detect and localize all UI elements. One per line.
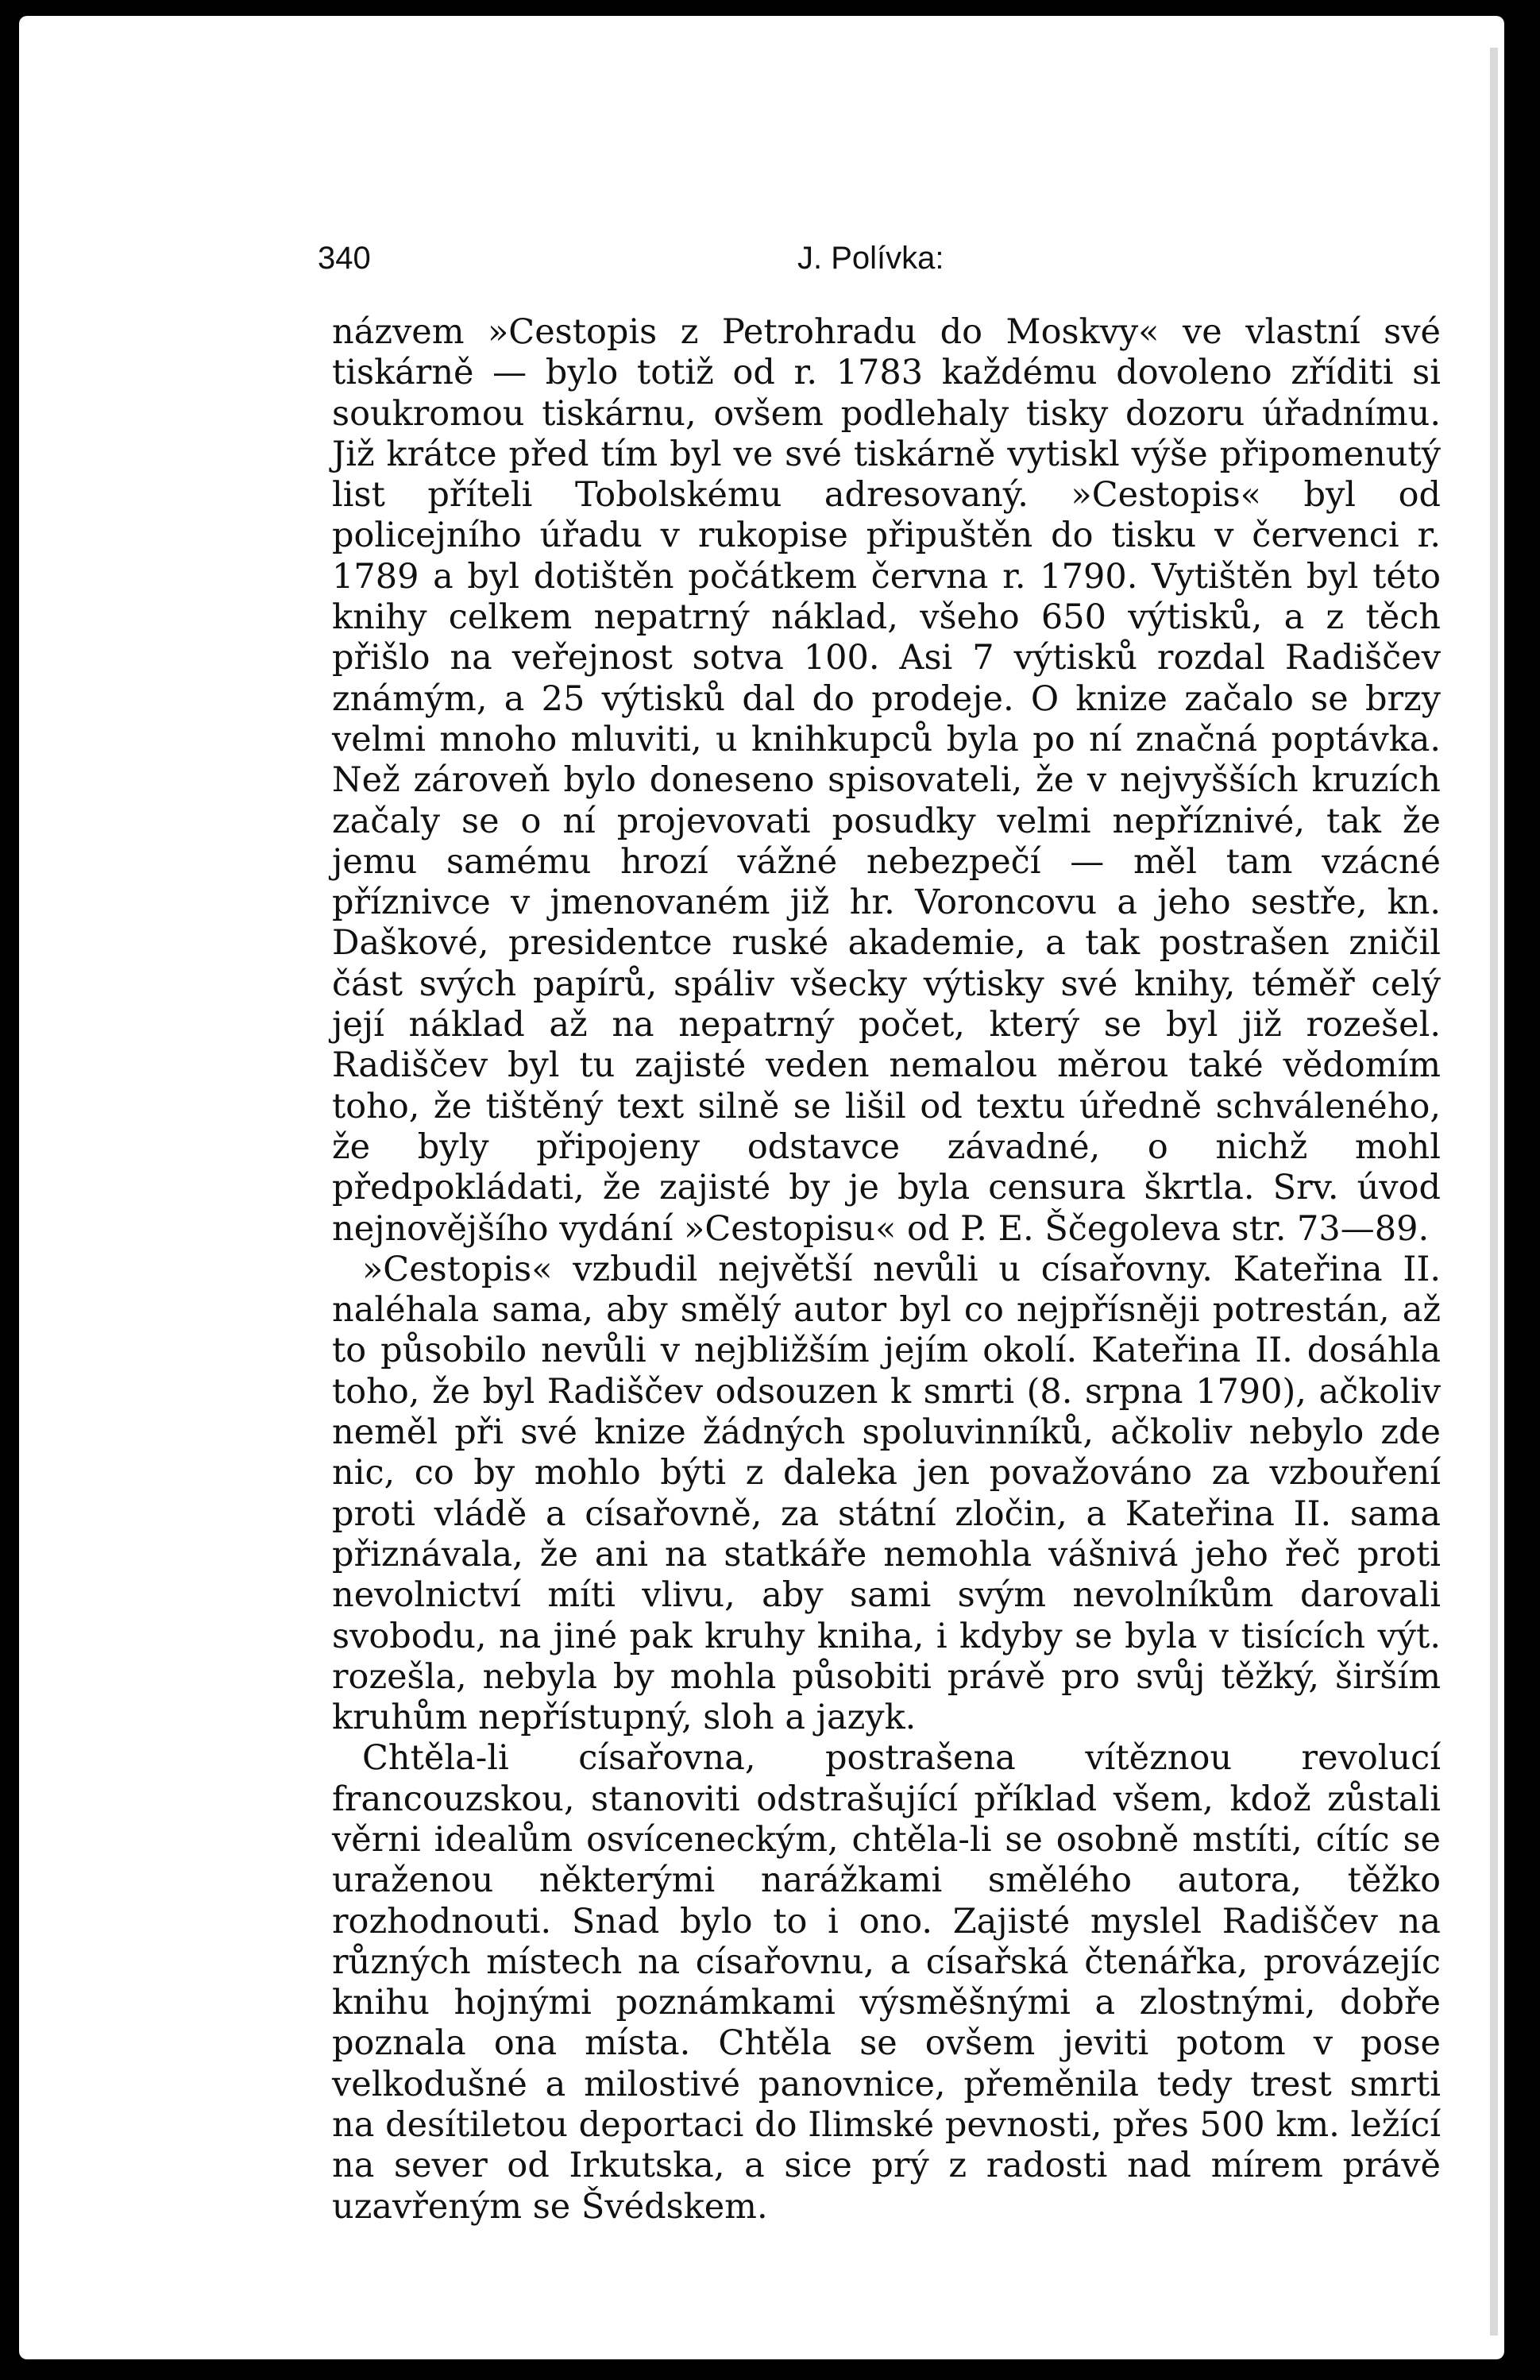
running-title: J. Polívka: xyxy=(797,241,944,276)
paragraph-3: Chtěla-li císařovna, postrašena vítěznou revolucí francouzskou, stanoviti odstrašující příklad všem, kdož zůstali věrni idealům osvíceneckým, chtěla-li se osobně mstíti, cítíc se uraženou některými narážkami smělého autora, těžko rozhodnouti. Snad bylo to i ono. Zajisté myslel Radiščev na různých místech na císařovnu, a císařská čtenářka, provázejíc knihu hojnými poznámkami výsměšnými a zlostnými, dobře poznala ona místa. Chtěla se ovšem jeviti potom v pose velkodušné a milostivé panovnice, přeměnila tedy trest smrti na desítiletou deportaci do Ilimské pevnosti, přes 500 km. ležící na sever od Irkutska, a sice prý z radosti nad mírem právě uzavřeným se Švédskem. xyxy=(332,1738,1441,2227)
page-edge-shadow xyxy=(1490,48,1498,2336)
body-text xyxy=(332,312,1441,2227)
page-number: 340 xyxy=(318,241,371,276)
running-head xyxy=(318,241,1484,288)
paragraph-2: »Cestopis« vzbudil největší nevůli u císařovny. Kateřina II. naléhala sama, aby smělý autor byl co nejpřísněji potrestán, až to působilo nevůli v nejbližším jejím okolí. Kateřina II. dosáhla toho, že byl Radiščev odsouzen k smrti (8. srpna 1790), ačkoliv neměl při své knize žádných spoluvinníků, ačkoliv nebylo zde nic, co by mohlo býti z daleka jen považováno za vzbouření proti vládě a císařovně, za státní zločin, a Kateřina II. sama přiznávala, že ani na statkáře nemohla vášnivá jeho řeč proti nevolnictví míti vlivu, aby sami svým nevolníkům darovali svobodu, na jiné pak kruhy kniha, i kdyby se byla v tisících výt. rozešla, nebyla by mohla působiti právě pro svůj těžký, širším kruhům nepřístupný, sloh a jazyk. xyxy=(332,1249,1441,1738)
paragraph-1: názvem »Cestopis z Petrohradu do Moskvy« ve vlastní své tiskárně — bylo totiž od r. 1783 každému dovoleno zříditi si soukromou tiskárnu, ovšem podlehaly tisky dozoru úřadnímu. Již krátce před tím byl ve své tiskárně vytiskl výše připomenutý list příteli Tobolskému adresovaný. »Cestopis« byl od policejního úřadu v rukopise připuštěn do tisku v červenci r. 1789 a byl dotištěn počátkem června r. 1790. Vytištěn byl této knihy celkem nepatrný náklad, všeho 650 výtisků, a z těch přišlo na veřejnost sotva 100. Asi 7 výtisků rozdal Radiščev známým, a 25 výtisků dal do prodeje. O knize začalo se brzy velmi mnoho mluviti, u knihkupců byla po ní značná poptávka. Než zároveň bylo doneseno spisovateli, že v nejvyšších kruzích začaly se o ní projevovati posudky velmi nepříznivé, tak že jemu samému hrozí vážné nebezpečí — měl tam vzácné příznivce v jmenovaném již hr. Voroncovu a jeho sestře, kn. Daškové, presidentce ruské akademie, a tak postrašen zničil část svých papírů, spáliv všecky výtisky své knihy, téměř celý její náklad až na nepatrný počet, který se byl již rozešel. Radiščev byl tu zajisté veden nemalou měrou také vědomím toho, že tištěný text silně se lišil od textu úředně schváleného, že byly připojeny odstavce závadné, o nichž mohl předpokládati, že zajisté by je byla censura škrtla. Srv. úvod nejnovějšího vydání »Cestopisu« od P. E. Ščegoleva str. 73—89. xyxy=(332,312,1441,1249)
